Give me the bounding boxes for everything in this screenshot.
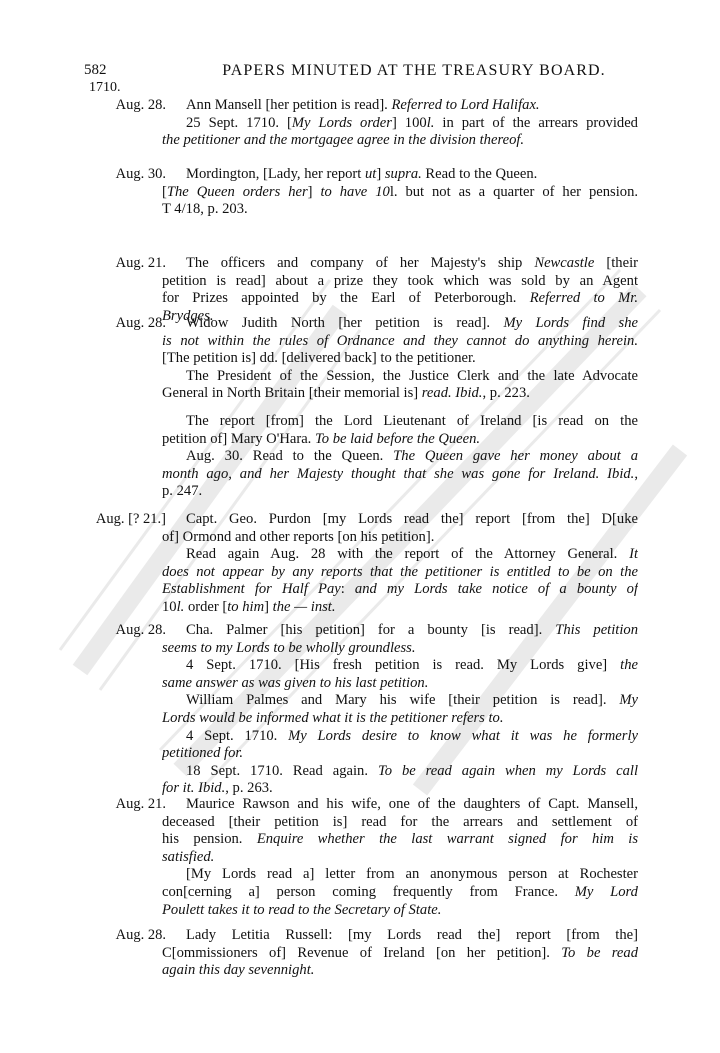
italic-segment: again this day sevennight. — [162, 962, 315, 979]
text-line — [162, 564, 638, 582]
italic-segment: My Lord — [574, 883, 638, 900]
italic-segment: To be read again when my Lords call — [377, 762, 638, 779]
italic-segment: Ibid. — [455, 385, 483, 402]
text-segment: 4 Sept. 1710. — [186, 727, 289, 744]
text-segment: his pension. — [162, 831, 257, 848]
text-line — [186, 448, 638, 466]
text-segment: 10 — [162, 598, 177, 615]
text-line — [186, 511, 638, 529]
text-line — [162, 599, 638, 617]
italic-segment: It — [629, 546, 638, 563]
entry-date: Aug. 28. — [115, 97, 166, 113]
text-segment: Maurice Rawson and his wife, one of the daughters of Capt. Mansell, — [186, 796, 638, 812]
text-segment: deceased [their petition is] read for the arrears and settlement of — [162, 813, 638, 830]
text-segment: [The petition is] dd. [delivered back] to the petitioner. — [162, 350, 476, 367]
text-segment: , — [634, 465, 638, 482]
entry-text — [162, 927, 638, 980]
text-line — [186, 692, 638, 710]
italic-segment: petitioned for. — [162, 745, 244, 762]
text-line — [186, 622, 638, 640]
text-line — [162, 902, 638, 920]
italic-segment: Referred to Lord Halifax. — [391, 97, 540, 113]
text-line — [186, 255, 638, 273]
running-title: PAPERS MINUTED AT THE TREASURY BOARD. — [222, 62, 606, 79]
italic-segment: to have 10 — [320, 183, 390, 200]
text-line — [162, 333, 638, 351]
page-header — [84, 62, 644, 84]
text-line — [162, 814, 638, 832]
text-segment: The report [from] the Lord Lieutenant of Ireland [is read on the — [186, 413, 638, 429]
text-line — [162, 184, 638, 202]
text-segment: but not as a quarter of her pension. — [397, 183, 638, 200]
text-line — [162, 385, 638, 403]
text-line — [162, 962, 638, 980]
text-line — [162, 675, 638, 693]
text-line — [162, 466, 638, 484]
text-line — [186, 315, 638, 333]
text-line — [186, 728, 638, 746]
text-segment: Lady Letitia Russell: [my Lords read the] report [from the] — [186, 927, 638, 943]
text-line — [162, 745, 638, 763]
italic-segment: to him — [227, 598, 265, 615]
italic-segment: l. — [426, 114, 435, 131]
italic-segment: The Queen gave her money about a — [393, 448, 638, 465]
italic-segment: ut — [365, 166, 377, 182]
italic-segment: is not within the rules of Ordnance and they cannot do anything herein. — [162, 332, 638, 349]
text-segment: T 4/18, p. 203. — [162, 201, 248, 218]
text-segment: 4 Sept. 1710. [His fresh petition is read. My Lords give] — [186, 657, 621, 674]
text-segment: : — [340, 581, 355, 598]
entry-date: Aug. 28. — [115, 622, 166, 638]
text-segment: Ann Mansell [her petition is read]. — [186, 97, 392, 113]
italic-segment: and my Lords take notice of a bounty of — [354, 581, 638, 598]
text-line — [162, 529, 638, 547]
entry-text — [162, 511, 638, 617]
italic-segment: month ago, and her Majesty thought that she was gone for Ireland. — [162, 465, 600, 482]
italic-segment: To be laid before the Queen. — [314, 430, 481, 447]
text-segment: 25 Sept. 1710. [ — [186, 114, 292, 131]
text-segment: ] — [376, 166, 385, 182]
entry-text — [162, 413, 638, 501]
italic-segment: the — [620, 657, 638, 674]
italic-segment: My Lords desire to know what it was he formerly — [288, 727, 638, 744]
text-segment: ] — [307, 183, 321, 200]
italic-segment: Newcastle — [534, 255, 595, 271]
italic-segment: the petitioner and the mortgagee agree in the division thereof. — [162, 132, 525, 149]
italic-segment: supra. — [384, 166, 422, 182]
text-segment: petition is read] about a prize they took which was sold by an Agent — [162, 272, 638, 289]
italic-segment: the — inst. — [272, 598, 336, 615]
text-segment: , p. 263. — [225, 780, 273, 797]
italic-segment: My — [619, 692, 638, 709]
page-number: 582 — [84, 62, 107, 78]
text-segment: [My Lords read a] letter from an anonymous person at Rochester — [186, 866, 638, 883]
text-line — [186, 115, 638, 133]
text-segment: General in North Britain [their memorial is] — [162, 385, 422, 402]
text-segment — [599, 466, 607, 482]
text-segment: Widow Judith North [her petition is read]. — [186, 315, 504, 331]
text-segment: Capt. Geo. Purdon [my Lords read the] report [from the] D[uke — [186, 511, 638, 527]
text-segment: Read to the Queen. — [421, 166, 538, 182]
text-line — [162, 640, 638, 658]
italic-segment: The Queen orders her — [166, 183, 308, 200]
text-segment: ] — [264, 598, 273, 615]
text-line — [162, 884, 638, 902]
entry-date: Aug. [? 21.] — [95, 511, 166, 527]
italic-segment: read. — [421, 385, 452, 402]
entry-text — [162, 97, 638, 150]
text-line — [186, 546, 638, 564]
entry-text — [162, 622, 638, 798]
entry-text — [162, 166, 638, 219]
italic-segment: This petition — [555, 622, 638, 638]
text-line — [162, 201, 638, 219]
text-segment: for Prizes appointed by the Earl of Peterborough. — [162, 290, 530, 307]
italic-segment: Referred to Mr. — [529, 290, 638, 307]
text-line — [162, 710, 638, 728]
text-line — [186, 866, 638, 884]
text-line — [162, 483, 638, 501]
text-segment: Mordington, [Lady, her report — [186, 166, 365, 182]
text-line — [186, 796, 638, 814]
entry-date: Aug. 28. — [115, 315, 166, 331]
text-line — [186, 763, 638, 781]
italic-segment: Lords would be informed what it is the petitioner refers to. — [162, 709, 504, 726]
text-line — [186, 657, 638, 675]
text-line — [162, 350, 638, 368]
italic-segment: seems to my Lords to be wholly groundless. — [162, 639, 416, 656]
text-line — [162, 132, 638, 150]
text-line — [162, 945, 638, 963]
entry-date: Aug. 28. — [115, 927, 166, 943]
text-line — [186, 166, 638, 184]
text-segment: order [ — [184, 598, 228, 615]
italic-segment: l. — [176, 598, 185, 615]
text-segment: p. 247. — [162, 483, 203, 500]
italic-segment: Brydges. — [162, 307, 214, 324]
italic-segment: Ibid. — [607, 465, 635, 482]
text-segment: 18 Sept. 1710. Read again. — [186, 762, 378, 779]
text-segment: in part of the arrears provided — [434, 114, 638, 131]
text-segment: [their — [594, 255, 638, 271]
italic-segment: same answer as was given to his last petition. — [162, 674, 429, 691]
text-line — [186, 413, 638, 431]
text-segment: petition of] Mary O'Hara. — [162, 430, 315, 447]
italic-segment: My Lords order — [291, 114, 392, 131]
text-line — [186, 368, 638, 386]
entry-date: Aug. 30. — [115, 166, 166, 182]
text-segment: Read again Aug. 28 with the report of the Attorney General. — [186, 546, 630, 563]
text-segment: of] Ormond and other reports [on his petition]. — [162, 528, 435, 545]
text-line — [186, 927, 638, 945]
year-label: 1710. — [89, 80, 121, 95]
text-line — [162, 831, 638, 849]
text-line — [162, 290, 638, 308]
italic-segment: My Lords find she — [503, 315, 638, 331]
text-segment: Aug. 30. Read to the Queen. — [186, 448, 394, 465]
text-line — [162, 273, 638, 291]
text-line — [162, 581, 638, 599]
text-segment: l. — [389, 183, 398, 200]
italic-segment: for it. Ibid. — [162, 780, 226, 797]
italic-segment: Enquire whether the last warrant signed for him is — [256, 831, 638, 848]
text-segment: Cha. Palmer [his petition] for a bounty [is read]. — [186, 622, 556, 638]
entry-date: Aug. 21. — [115, 796, 166, 812]
text-line — [186, 97, 638, 115]
text-segment: The President of the Session, the Justice Clerk and the late Advocate — [186, 367, 638, 384]
text-line — [162, 431, 638, 449]
italic-segment: does not appear by any reports that the petitioner is entitled to be on the — [162, 563, 638, 580]
text-segment: ] 100 — [391, 114, 427, 131]
text-segment: William Palmes and Mary his wife [their petition is read]. — [186, 692, 620, 709]
text-segment: con[cerning a] person coming frequently from France. — [162, 883, 575, 900]
text-segment: The officers and company of her Majesty's ship — [186, 255, 535, 271]
italic-segment: Poulett takes it to read to the Secretary of State. — [162, 901, 442, 918]
entry-date: Aug. 21. — [115, 255, 166, 271]
text-segment: , p. 223. — [482, 385, 530, 402]
text-segment: [ — [162, 183, 167, 200]
entry-text — [162, 796, 638, 919]
italic-segment: Establishment for Half Pay — [162, 581, 341, 598]
italic-segment: satisfied. — [162, 848, 215, 865]
italic-segment: To be read — [561, 944, 638, 961]
text-segment: C[ommissioners of] Revenue of Ireland [on her petition]. — [162, 944, 562, 961]
text-line — [162, 849, 638, 867]
